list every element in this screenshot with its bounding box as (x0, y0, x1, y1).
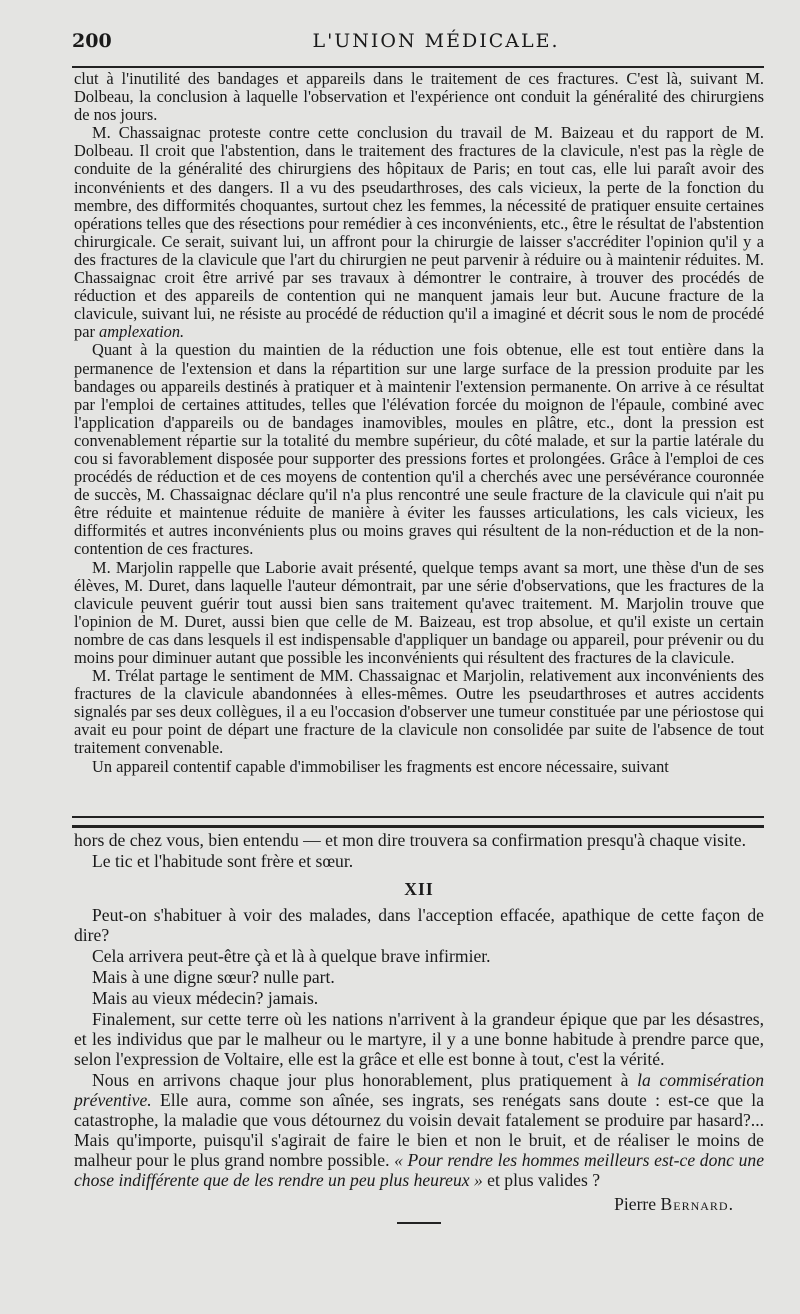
paragraph (74, 124, 764, 341)
paragraph-italic: la commisération préventive. (74, 1070, 764, 1110)
paragraph: clut à l'inutilité des bandages et appareils dans le traitement de ces fractures. C'est là, suivant M. Dolbeau, la conclusion à laquelle l'observation et l'expérience ont conduit la généralité des chirurgiens de nos jours. (74, 69, 764, 125)
paragraph: Mais au vieux médecin? jamais. (92, 988, 319, 1008)
paragraph (74, 1070, 764, 1190)
paragraph: Quant à la question du maintien de la réduction une fois obtenue, elle est tout entière dans la permanence de l'extension et dans la répartition sur une large surface de la pression produite par les bandages ou appareils destinés à pratiquer et à maintenir l'extension permanente. On arrive à ce résultat par l'emploi de certaines attitudes, telles que l'élévation forcée du moignon de l'épaule, combiné avec l'application d'appareils ou de bandages inamovibles, moules en plâtre, etc., dont la pression est convenablement répartie sur la totalité du membre supérieur, du côté malade, et sur la partie latérale du cou si favorablement disposée pour supporter des pressions fortes et prolongées. Grâce à l'emploi de ces procédés de réduction et de ces moyens de contention qu'il a cherchés avec une persévérance couronnée de succès, M. Chassaignac déclare qu'il n'a plus rencontré une seule fracture de la clavicule qui n'ait pu être réduite et maintenue réduite de manière à éviter les fausses articulations, les cals vicieux, les difformités et autres inconvénients plus ou moins graves qui résultent de la non-réduction et de la non-contention de ces fractures. (74, 340, 764, 559)
feuilleton (74, 830, 764, 1224)
paragraph: M. Marjolin rappelle que Laborie avait présenté, quelque temps avant sa mort, une thèse d'un de ses élèves, M. Duret, dans laquelle l'auteur démontrait, par une série d'observations, que les fractures de la clavicule peuvent guérir tout aussi bien sans traitement qu'avec traitement. M. Marjolin trouve que l'opinion de M. Duret, aussi bien que celle de M. Baizeau, est trop absolue, et qu'il existe un certain nombre de cas dans lesquels il est indispensable d'appliquer un bandage ou appareil, pour prévenir ou du moins pour diminuer autant que possible les inconvénients qui résultent des fractures de la clavicule. (74, 557, 764, 667)
header-rule (72, 66, 764, 68)
paragraph: Peut-on s'habituer à voir des malades, dans l'acception effacée, apathique de cette façon de dire? (74, 905, 764, 945)
end-rule (397, 1222, 441, 1224)
paragraph-italic: amplexation. (99, 322, 185, 342)
paragraph: Mais à une digne sœur? nulle part. (92, 967, 335, 987)
paragraph: M. Trélat partage le sentiment de MM. Chassaignac et Marjolin, relativement aux inconvénients des fractures de la clavicule abandonnées à elles-mêmes. Outre les pseudarthroses et autres accidents signalés par ses deux collègues, il a eu l'occasion d'observer une tumeur constituée par une périostose qui avait eu pour point de départ une fracture de la clavicule non consolidée par suite de l'absence de tout traitement convenable. (74, 666, 765, 758)
paragraph-text: Elle aura, comme son aînée, ses ingrats, ses renégats sans doute : est-ce que la catastrophe, la maladie que vous détournez du voisin devait fatalement se produire par hasard?... Mais qu'importe, puisqu'il s'agirait de faire le bien et non le bruit, et de réaliser le moins de malheur pour le plus grand nombre possible. (74, 1090, 764, 1170)
paragraph: Un appareil contentif capable d'immobiliser les fragments est encore nécessaire, suivant (92, 756, 669, 776)
paragraph: Cela arrivera peut-être çà et là à quelque brave infirmier. (92, 946, 491, 966)
paragraph: Finalement, sur cette terre où les nations n'arrivent à la grandeur épique que par les désastres, et les individus que par le malheur ou le martyre, il y a une bonne habitude à prendre parce que, selon l'expression de Voltaire, elle est la grâce et elle est bonne à tout, c'est la vérité. (74, 1009, 764, 1069)
main-article (74, 70, 764, 776)
paragraph-text: Nous en arrivons chaque jour plus honorablement, plus pratiquement à (92, 1070, 638, 1090)
author-signature: Pierre Bernard. (614, 1194, 734, 1214)
paragraph-text: M. Chassaignac proteste contre cette conclusion du travail de M. Baizeau et du rapport de M. Dolbeau. Il croit que l'abstention, dans le traitement des fractures de la clavicule, n'est pas la règle de conduite de la généralité des chirurgiens des hôpitaux de Paris; en tout cas, elle lui paraît avoir des inconvénients et des dangers. Il a vu des pseudarthroses, des cals vicieux, la perte de la fonction du membre, des difformités choquantes, surtout chez les femmes, la nécessité de pratiquer ensuite certaines opérations telles que des résections pour remédier à ces inconvénients, etc., être le résultat de l'abstention chirurgicale. Ce serait, suivant lui, un affront pour la chirurgie de laisser s'accréditer l'opinion qu'il y a des fractures de la clavicule que l'art du chirurgien ne peut parvenir à réduire ou à maintenir réduites. M. Chassaignac croit être arrivé par ses travaux à démontrer le contraire, à trouver des procédés de réduction et des appareils de contention qui ne manquent jamais leur but. Aucune fracture de la clavicule, suivant lui, ne résiste au procédé de réduction qu'il a imaginé et décrit sous le nom de procédé par (74, 123, 764, 342)
paragraph-text: et plus valides ? (482, 1170, 601, 1190)
quotation-italic: « Pour rendre les hommes meilleurs est-ce donc une chose indifférente que de les rendre un peu plus heureux » (74, 1150, 765, 1190)
page-number: 200 (72, 30, 112, 52)
feuilleton-separator (72, 816, 764, 828)
paragraph: Le tic et l'habitude sont frère et sœur. (92, 851, 354, 871)
journal-title: L'UNION MÉDICALE. (312, 30, 560, 52)
section-number: XII (404, 879, 434, 899)
running-head (72, 30, 760, 60)
paragraph: hors de chez vous, bien entendu — et mon dire trouvera sa confirmation presqu'à chaque visite. (74, 830, 747, 850)
